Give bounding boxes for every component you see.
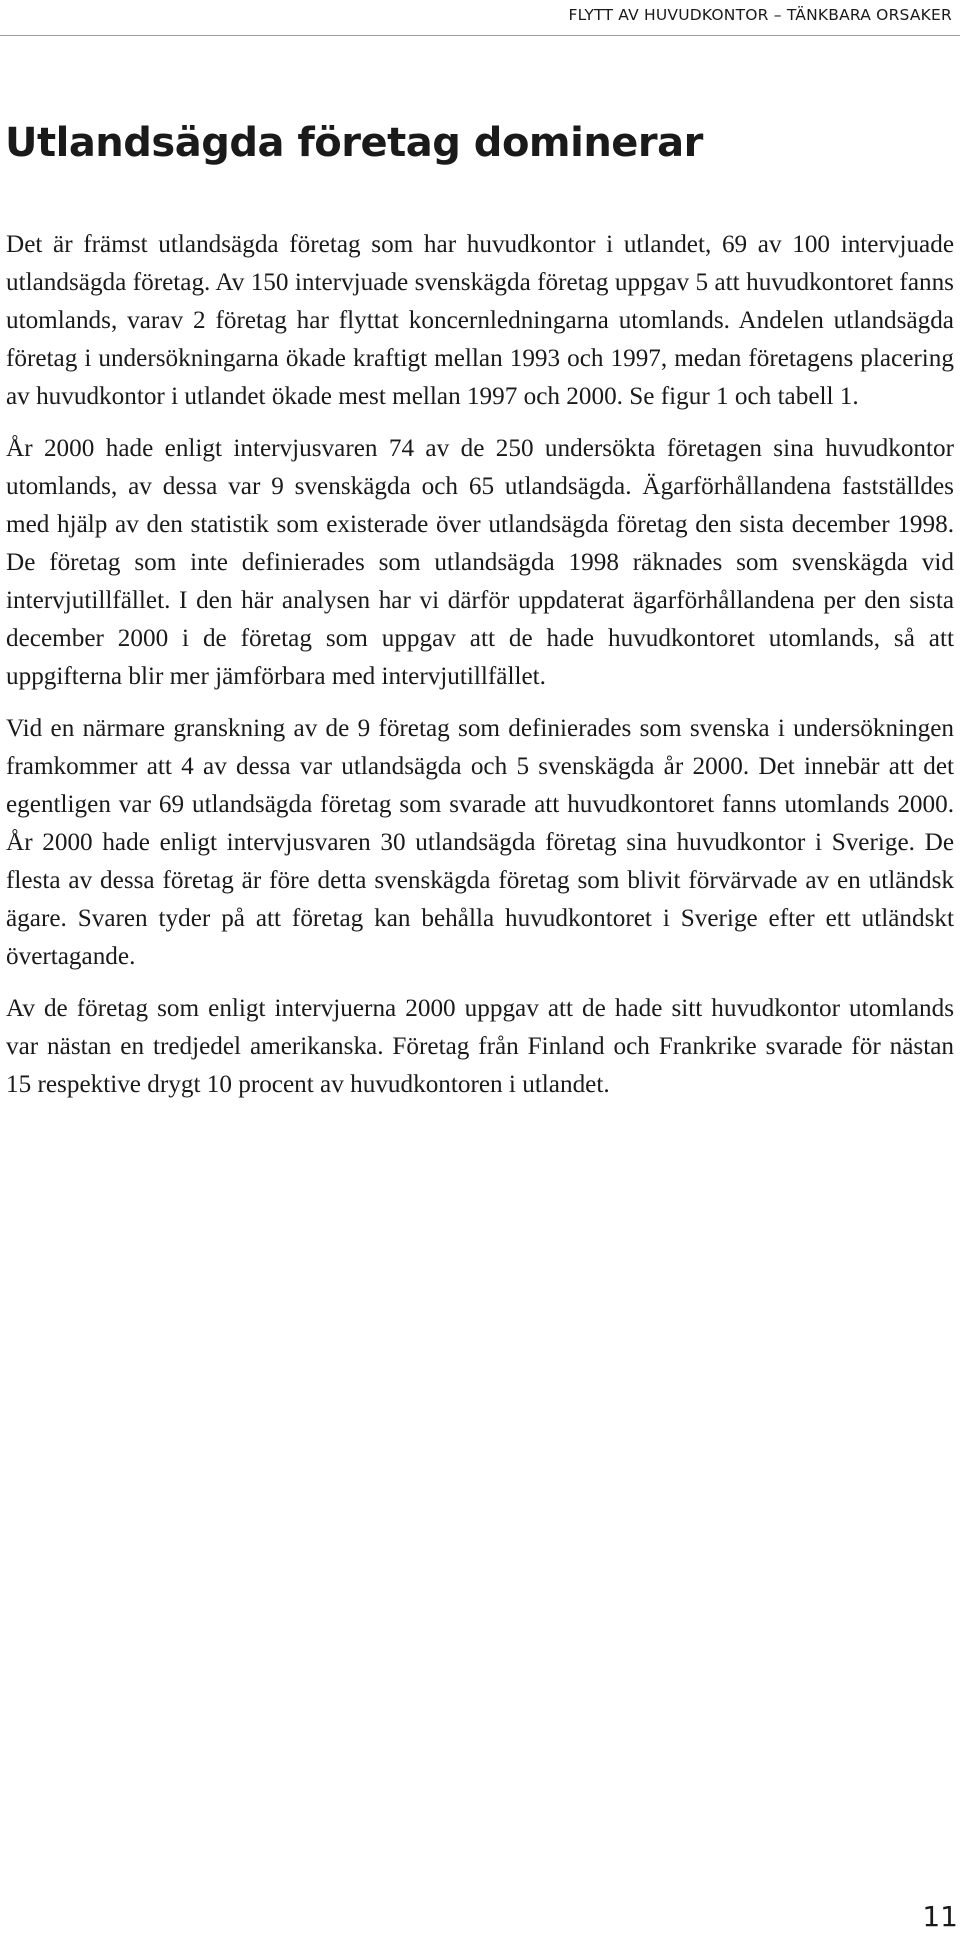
paragraph: Av de företag som enligt intervjuerna 2000 uppgav att de hade sitt huvudkontor utomlands var nästan en tredjedel amerikanska. Företag från Finland och Frankrike svarade för nästan 15 respektive drygt 10 procent av huvudkontoren i utlandet. — [6, 995, 954, 1098]
running-header: FLYTT AV HUVUDKONTOR – TÄNKBARA ORSAKER — [568, 6, 952, 24]
paragraph: Vid en närmare granskning av de 9 företag som definierades som svenska i undersökningen framkommer att 4 av dessa var utlandsägda och 5 svenskägda år 2000. Det innebär att det egentligen var 69 utlandsägda företag som svarade att huvudkontoret fanns utomlands 2000. År 2000 hade enligt intervjusvaren 30 utlandsägda företag sina huvudkontor i Sverige. De flesta av dessa företag är före detta svenskägda företag som blivit förvärvade av en utländsk ägare. Svaren tyder på att företag kan behålla huvudkontoret i Sverige efter ett utländskt övertagande. — [6, 715, 954, 970]
body-text — [6, 226, 954, 1118]
header-divider — [0, 35, 960, 36]
page-title: Utlandsägda företag dominerar — [5, 120, 703, 166]
paragraph: Det är främst utlandsägda företag som har huvudkontor i utlandet, 69 av 100 intervjuade utlandsägda företag. Av 150 intervjuade svenskägda företag uppgav 5 att huvudkontoret fanns utomlands, varav 2 företag har flyttat koncernledningarna utomlands. Andelen utlandsägda företag i undersökningarna ökade kraftigt mellan 1993 och 1997, medan företagens placering av huvudkontor i utlandet ökade mest mellan 1997 och 2000. Se figur 1 och tabell 1. — [6, 231, 954, 410]
paragraph: År 2000 hade enligt intervjusvaren 74 av de 250 undersökta företagen sina huvudkontor utomlands, av dessa var 9 svenskägda och 65 utlandsägda. Ägarförhållandena fastställdes med hjälp av den statistik som existerade över utlandsägda företag den sista december 1998. De företag som inte definierades som utlandsägda 1998 räknades som svenskägda vid intervjutillfället. I den här analysen har vi därför uppdaterat ägarförhållandena per den sista december 2000 i de företag som uppgav att de hade huvudkontoret utomlands, så att uppgifterna blir mer jämförbara med intervjutillfället. — [6, 435, 954, 690]
page-number: 11 — [922, 1900, 958, 1933]
